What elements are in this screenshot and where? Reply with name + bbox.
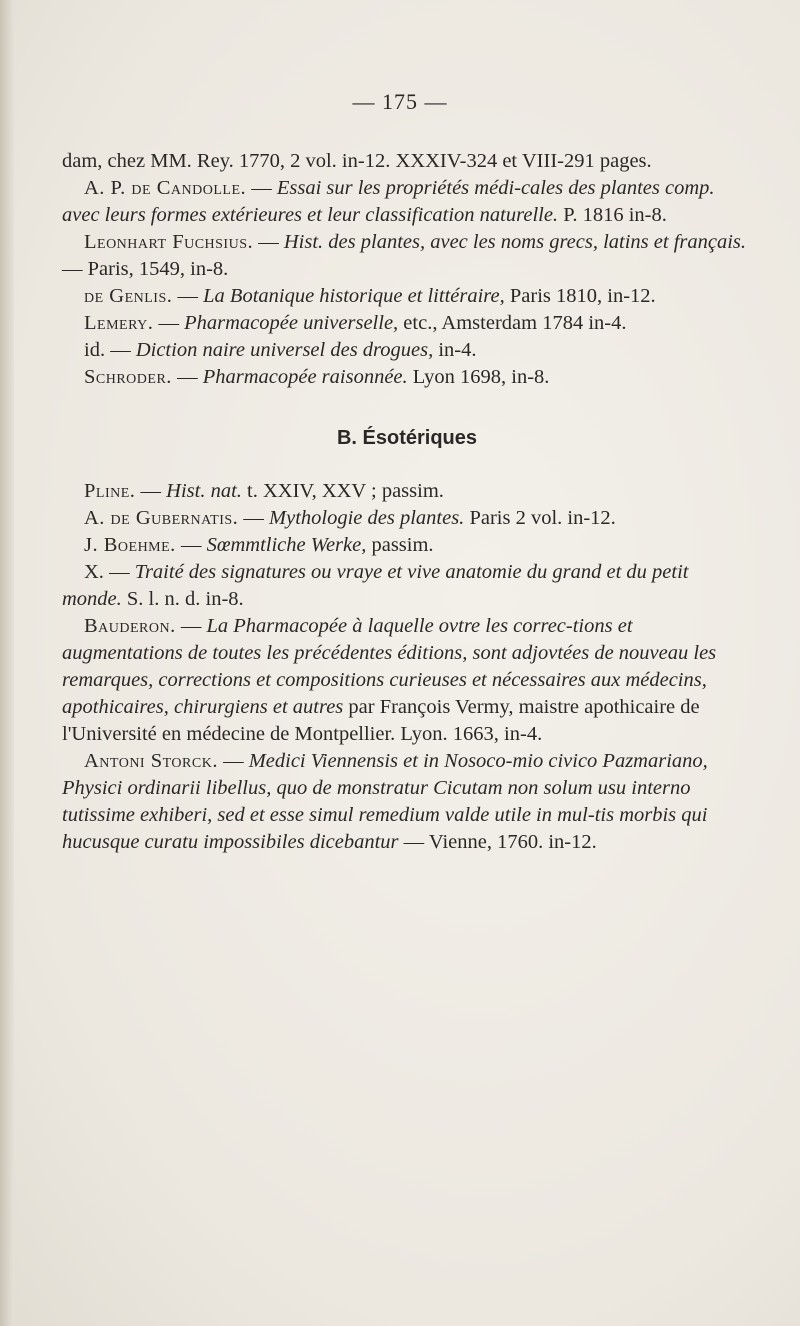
entry-rest: passim. bbox=[371, 534, 434, 556]
bib-entry: Pline. — Hist. nat. t. XXIV, XXV ; passim. bbox=[84, 480, 444, 502]
entry-author: Leonhart Fuchsius. bbox=[84, 231, 254, 253]
entry-author: Lemery. bbox=[84, 312, 154, 334]
bib-entry: id. — Diction naire universel des drogues, in-4. bbox=[84, 339, 477, 361]
entry-title: Essai sur les propriétés médi-cales des plantes comp. avec leurs formes extérieures et leur classification naturelle. bbox=[62, 177, 715, 226]
entry-title: Mythologie des plantes. bbox=[269, 507, 465, 529]
entry-author: Schroder. bbox=[84, 366, 172, 388]
page-edge-shadow bbox=[0, 0, 14, 1326]
entry-title: Diction naire universel des drogues, bbox=[135, 339, 434, 361]
entry-author: Pline. bbox=[84, 480, 136, 502]
entry-title: Pharmacopée universelle, bbox=[184, 312, 399, 334]
entry-author: A. P. de Candolle. bbox=[84, 177, 247, 199]
bib-entry: Antoni Storck. — Medici Viennensis et in Nosoco-mio civico Pazmariano, Physici ordinarii libellus, quo de monstratur Cicutam non solum usu interno tutissime exhiberi, sed et esse simul remedium valde utile in mul-tis morbis qui hucusque curatu impossibiles dicebantur — Vienne, 1760. in-12. bbox=[62, 750, 708, 853]
bib-entry: de Genlis. — La Botanique historique et littéraire, Paris 1810, in-12. bbox=[84, 285, 656, 307]
entry-author: id. bbox=[84, 339, 106, 361]
entry-title: Medici Viennensis et in Nosoco-mio civico Pazmariano, Physici ordinarii libellus, quo de monstratur Cicutam non solum usu interno tutissime exhiberi, sed et esse simul remedium valde utile in mul-tis morbis qui hucusque curatu impossibiles dicebantur bbox=[62, 750, 708, 853]
bib-entry: A. de Gubernatis. — Mythologie des plantes. Paris 2 vol. in-12. bbox=[84, 507, 616, 529]
entry-author: de Genlis. bbox=[84, 285, 173, 307]
entry-rest: Paris 1810, in-12. bbox=[509, 285, 656, 307]
entry-rest: in-4. bbox=[438, 339, 477, 361]
entry-rest: — Paris, 1549, in-8. bbox=[62, 258, 229, 280]
bib-entry: Leonhart Fuchsius. — Hist. des plantes, avec les noms grecs, latins et français. — Paris, 1549, in-8. bbox=[62, 231, 747, 280]
entry-author: A. de Gubernatis. bbox=[84, 507, 239, 529]
entry-rest: — Vienne, 1760. in-12. bbox=[403, 831, 597, 853]
entry-author: X. bbox=[84, 561, 104, 583]
entry-title: Traité des signatures ou vraye et vive anatomie du grand et du petit monde. bbox=[62, 561, 689, 610]
bib-entry: X. — Traité des signatures ou vraye et vive anatomie du grand et du petit monde. S. l. n. d. in-8. bbox=[62, 561, 689, 610]
entry-title: Hist. des plantes, avec les noms grecs, latins et français. bbox=[283, 231, 747, 253]
bibliography-body bbox=[62, 148, 752, 856]
entry-rest: Lyon 1698, in-8. bbox=[412, 366, 550, 388]
entry-rest: t. XXIV, XXV ; passim. bbox=[247, 480, 444, 502]
entry-rest: par François Vermy, maistre apothicaire de l'Université en médecine de Montpellier. Lyon. 1663, in-4. bbox=[62, 696, 700, 745]
bib-entry: Schroder. — Pharmacopée raisonnée. Lyon 1698, in-8. bbox=[84, 366, 550, 388]
bib-entry: Bauderon. — La Pharmacopée à laquelle ovtre les correc-tions et augmentations de toutes les précédentes éditions, sont adjovtées de nouveau les remarques, corrections et compositions curieuses et nécessaires aux médecins, apothicaires, chirurgiens et autres par François Vermy, maistre apothicaire de l'Université en médecine de Montpellier. Lyon. 1663, in-4. bbox=[62, 615, 717, 745]
entry-author: Antoni Storck. bbox=[84, 750, 218, 772]
entry-title: Pharmacopée raisonnée. bbox=[202, 366, 408, 388]
bib-entry: Lemery. — Pharmacopée universelle, etc., Amsterdam 1784 in-4. bbox=[84, 312, 627, 334]
entry-title: Sœmmtliche Werke, bbox=[206, 534, 367, 556]
page-number: — 175 — bbox=[352, 89, 448, 114]
entry-rest: P. 1816 in-8. bbox=[563, 204, 667, 226]
entry-title: La Pharmacopée à laquelle ovtre les correc-tions et augmentations de toutes les précédentes éditions, sont adjovtées de nouveau les remarques, corrections et compositions curieuses et nécessaires aux médecins, apothicaires, chirurgiens et autres bbox=[62, 615, 717, 718]
entry-author: Bauderon. bbox=[84, 615, 176, 637]
entry-rest: Paris 2 vol. in-12. bbox=[469, 507, 616, 529]
bib-entry: J. Boehme. — Sœmmtliche Werke, passim. bbox=[84, 534, 434, 556]
entry-rest: etc., Amsterdam 1784 in-4. bbox=[403, 312, 627, 334]
entry-title: La Botanique historique et littéraire, bbox=[203, 285, 505, 307]
entry-rest: dam, chez MM. Rey. 1770, 2 vol. in-12. XXXIV-324 et VIII-291 pages. bbox=[62, 150, 652, 172]
entry-title: Hist. nat. bbox=[166, 480, 242, 502]
entry-rest: S. l. n. d. in-8. bbox=[126, 588, 244, 610]
bib-entry: A. P. de Candolle. — Essai sur les propriétés médi-cales des plantes comp. avec leurs formes extérieures et leur classification naturelle. P. 1816 in-8. bbox=[62, 177, 715, 226]
bib-entry bbox=[62, 148, 752, 175]
entry-author: J. Boehme. bbox=[84, 534, 176, 556]
section-heading: B. Ésotériques bbox=[336, 427, 478, 449]
